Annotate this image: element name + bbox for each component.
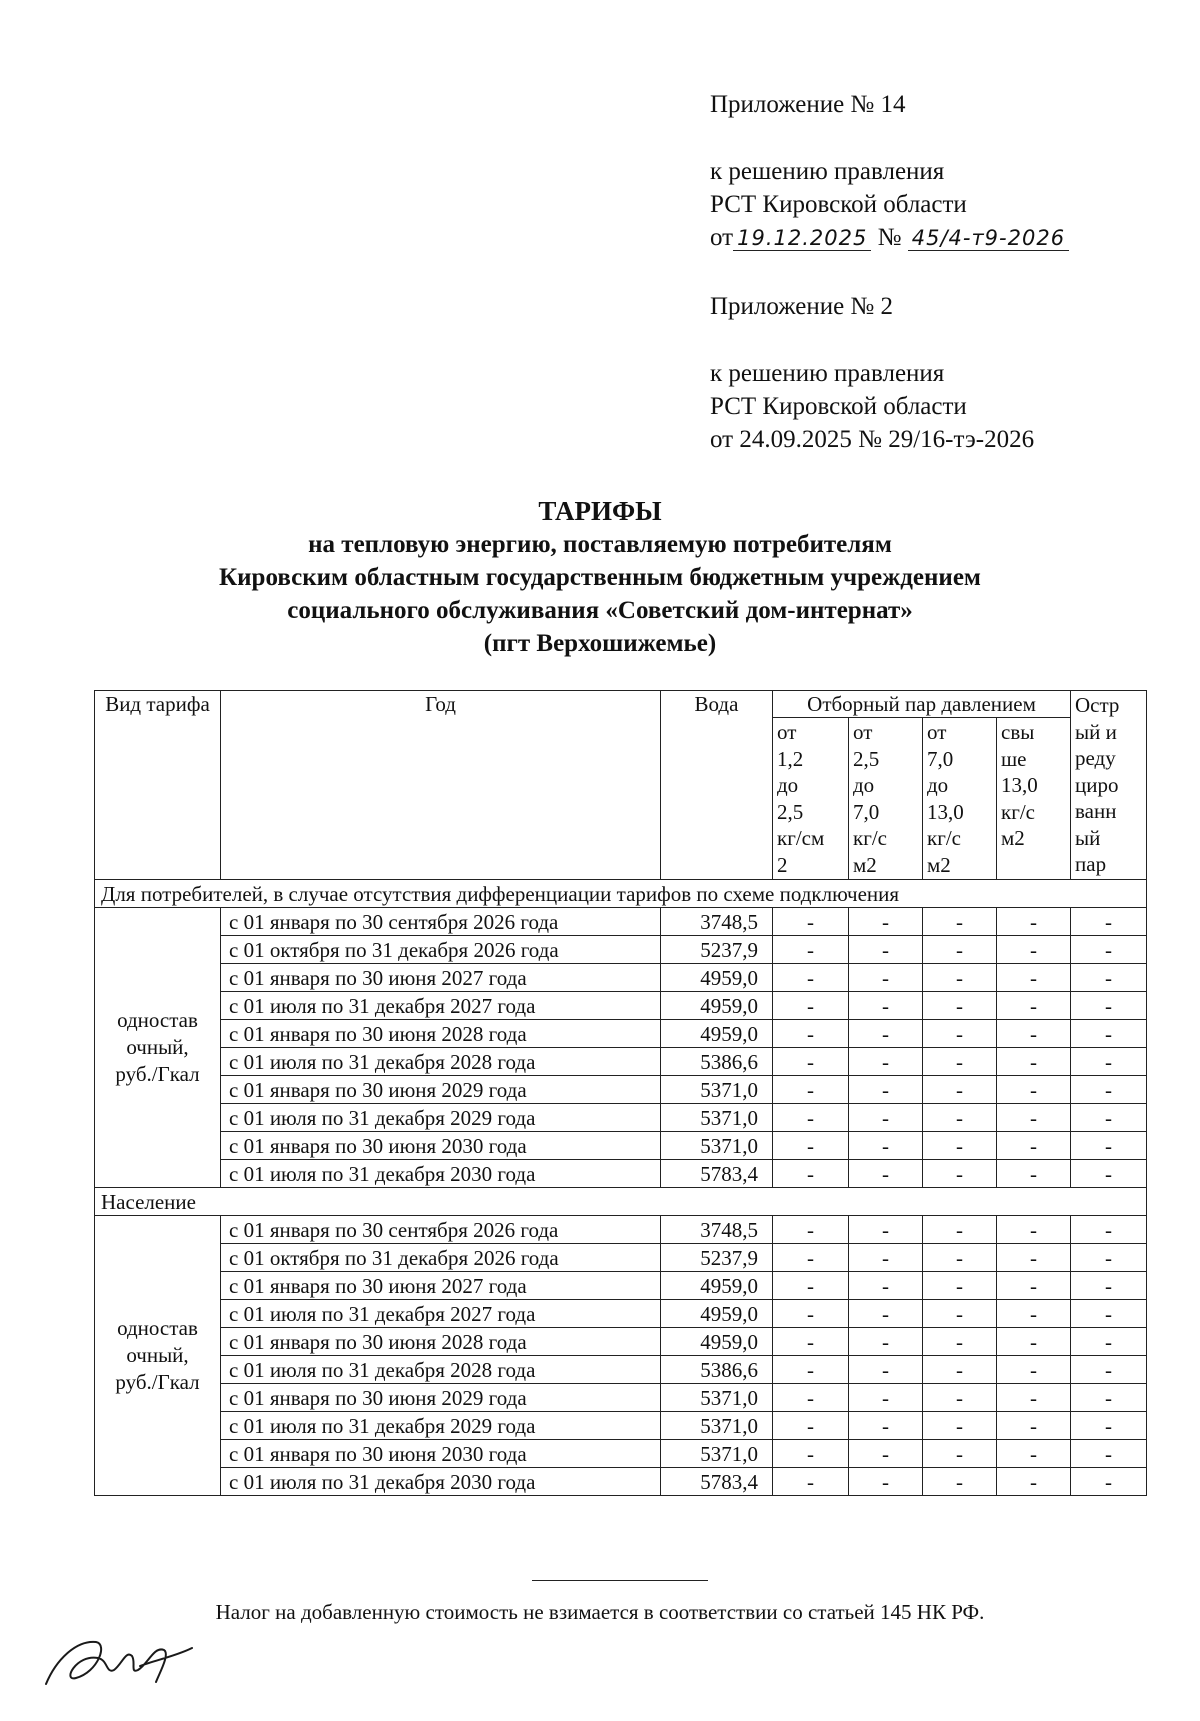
empty-tariff-cell: - bbox=[923, 1216, 997, 1244]
empty-tariff-cell: - bbox=[1071, 1440, 1147, 1468]
annex-2-line1: к решению правления bbox=[710, 360, 945, 387]
water-tariff-cell: 3748,5 bbox=[661, 908, 773, 936]
empty-tariff-cell: - bbox=[1071, 1468, 1147, 1496]
period-cell: с 01 января по 30 июня 2030 года bbox=[221, 1440, 661, 1468]
header-text-line: реду bbox=[1075, 746, 1116, 770]
period-cell: с 01 января по 30 июня 2029 года bbox=[221, 1384, 661, 1412]
empty-tariff-cell: - bbox=[773, 992, 849, 1020]
empty-tariff-cell: - bbox=[849, 1468, 923, 1496]
table-row bbox=[95, 1328, 1147, 1356]
empty-tariff-cell: - bbox=[1071, 1300, 1147, 1328]
empty-tariff-cell: - bbox=[923, 964, 997, 992]
annex-14-number-sign: № bbox=[877, 224, 902, 251]
empty-tariff-cell: - bbox=[773, 1440, 849, 1468]
empty-tariff-cell: - bbox=[773, 1356, 849, 1384]
water-tariff-cell: 4959,0 bbox=[661, 1020, 773, 1048]
table-row bbox=[95, 1076, 1147, 1104]
empty-tariff-cell: - bbox=[1071, 908, 1147, 936]
empty-tariff-cell: - bbox=[997, 1300, 1071, 1328]
empty-tariff-cell: - bbox=[773, 1160, 849, 1188]
empty-tariff-cell: - bbox=[997, 1468, 1071, 1496]
tariff-table bbox=[94, 690, 1147, 1496]
water-tariff-cell: 5371,0 bbox=[661, 1132, 773, 1160]
empty-tariff-cell: - bbox=[849, 936, 923, 964]
empty-tariff-cell: - bbox=[849, 1272, 923, 1300]
annex-14-line2: РСТ Кировской области bbox=[710, 191, 967, 218]
header-text-line: 2,5 bbox=[777, 799, 804, 824]
empty-tariff-cell: - bbox=[997, 908, 1071, 936]
empty-tariff-cell: - bbox=[1071, 1356, 1147, 1384]
empty-tariff-cell: - bbox=[997, 1104, 1071, 1132]
empty-tariff-cell: - bbox=[849, 908, 923, 936]
annex-2-line2: РСТ Кировской области bbox=[710, 393, 967, 420]
period-cell: с 01 января по 30 июня 2030 года bbox=[221, 1132, 661, 1160]
empty-tariff-cell: - bbox=[849, 1048, 923, 1076]
period-cell: с 01 января по 30 июня 2027 года bbox=[221, 964, 661, 992]
table-row bbox=[95, 1412, 1147, 1440]
water-tariff-cell: 4959,0 bbox=[661, 964, 773, 992]
table-row bbox=[95, 1132, 1147, 1160]
empty-tariff-cell: - bbox=[997, 1328, 1071, 1356]
water-tariff-cell: 5371,0 bbox=[661, 1104, 773, 1132]
empty-tariff-cell: - bbox=[849, 1356, 923, 1384]
empty-tariff-cell: - bbox=[849, 1384, 923, 1412]
annex-14-block bbox=[710, 88, 1069, 255]
table-row bbox=[95, 908, 1147, 936]
period-cell: с 01 октября по 31 декабря 2026 года bbox=[221, 1244, 661, 1272]
period-cell: с 01 июля по 31 декабря 2029 года bbox=[221, 1104, 661, 1132]
heading-line1: на тепловую энергию, поставляемую потребителям bbox=[308, 531, 892, 558]
header-text-line: от bbox=[853, 720, 873, 744]
header-steam-over-13 bbox=[997, 718, 1071, 880]
empty-tariff-cell: - bbox=[849, 1440, 923, 1468]
empty-tariff-cell: - bbox=[923, 1440, 997, 1468]
header-text-line: 13,0 bbox=[1001, 773, 1038, 797]
empty-tariff-cell: - bbox=[1071, 1244, 1147, 1272]
water-tariff-cell: 5371,0 bbox=[661, 1076, 773, 1104]
header-text-line: ше bbox=[1001, 746, 1027, 771]
empty-tariff-cell: - bbox=[997, 1160, 1071, 1188]
header-text-line: кг/с bbox=[927, 826, 961, 850]
group-row bbox=[95, 880, 1147, 908]
empty-tariff-cell: - bbox=[773, 1020, 849, 1048]
empty-tariff-cell: - bbox=[997, 1440, 1071, 1468]
header-text-line: 7,0 bbox=[853, 799, 880, 824]
empty-tariff-cell: - bbox=[923, 1300, 997, 1328]
header-water: Вода bbox=[661, 691, 773, 880]
water-tariff-cell: 5783,4 bbox=[661, 1468, 773, 1496]
empty-tariff-cell: - bbox=[773, 1300, 849, 1328]
handwritten-number: 45/4-т9-2026 bbox=[908, 226, 1069, 251]
header-text-line: м2 bbox=[1001, 826, 1025, 850]
empty-tariff-cell: - bbox=[923, 1412, 997, 1440]
empty-tariff-cell: - bbox=[849, 1160, 923, 1188]
empty-tariff-cell: - bbox=[849, 1076, 923, 1104]
table-row bbox=[95, 936, 1147, 964]
empty-tariff-cell: - bbox=[849, 1300, 923, 1328]
empty-tariff-cell: - bbox=[1071, 964, 1147, 992]
empty-tariff-cell: - bbox=[997, 1132, 1071, 1160]
header-text-line: кг/см bbox=[777, 826, 825, 850]
period-cell: с 01 января по 30 июня 2027 года bbox=[221, 1272, 661, 1300]
header-text-line: от bbox=[927, 720, 947, 744]
period-cell: с 01 января по 30 июня 2028 года bbox=[221, 1328, 661, 1356]
water-tariff-cell: 4959,0 bbox=[661, 1300, 773, 1328]
table-row bbox=[95, 1160, 1147, 1188]
period-cell: с 01 июля по 31 декабря 2028 года bbox=[221, 1356, 661, 1384]
empty-tariff-cell: - bbox=[849, 1216, 923, 1244]
empty-tariff-cell: - bbox=[773, 1244, 849, 1272]
empty-tariff-cell: - bbox=[773, 964, 849, 992]
empty-tariff-cell: - bbox=[923, 1160, 997, 1188]
empty-tariff-cell: - bbox=[923, 1076, 997, 1104]
header-text-line: 7,0 bbox=[927, 746, 954, 771]
water-tariff-cell: 5783,4 bbox=[661, 1160, 773, 1188]
empty-tariff-cell: - bbox=[923, 1468, 997, 1496]
empty-tariff-cell: - bbox=[849, 1244, 923, 1272]
table-row bbox=[95, 1048, 1147, 1076]
empty-tariff-cell: - bbox=[923, 1244, 997, 1272]
empty-tariff-cell: - bbox=[997, 1076, 1071, 1104]
empty-tariff-cell: - bbox=[923, 1328, 997, 1356]
annex-14-line1: к решению правления bbox=[710, 158, 945, 185]
empty-tariff-cell: - bbox=[1071, 1216, 1147, 1244]
empty-tariff-cell: - bbox=[1071, 1132, 1147, 1160]
header-text-line: 2 bbox=[777, 852, 788, 877]
period-cell: с 01 июля по 31 декабря 2027 года bbox=[221, 1300, 661, 1328]
header-text-line: кг/с bbox=[853, 826, 887, 850]
tariff-kind-cell bbox=[95, 1216, 221, 1496]
heading-line3: социального обслуживания «Советский дом-интернат» bbox=[287, 597, 913, 624]
header-text-line: 13,0 bbox=[927, 799, 964, 824]
empty-tariff-cell: - bbox=[1071, 1020, 1147, 1048]
header-text-line: до bbox=[853, 773, 875, 797]
empty-tariff-cell: - bbox=[1071, 1076, 1147, 1104]
empty-tariff-cell: - bbox=[1071, 1160, 1147, 1188]
header-steam: Отборный пар давлением bbox=[773, 691, 1071, 718]
tariff-table-body bbox=[95, 880, 1147, 1496]
empty-tariff-cell: - bbox=[997, 964, 1071, 992]
header-steam-1-2-5 bbox=[773, 718, 849, 880]
empty-tariff-cell: - bbox=[773, 1384, 849, 1412]
empty-tariff-cell: - bbox=[997, 1048, 1071, 1076]
table-row bbox=[95, 1468, 1147, 1496]
heading-line4: (пгт Верхошижемье) bbox=[483, 630, 717, 657]
annex-2-line3: от 24.09.2025 № 29/16-тэ-2026 bbox=[710, 426, 1035, 453]
water-tariff-cell: 5237,9 bbox=[661, 1244, 773, 1272]
tariff-kind-line: очный, bbox=[126, 1343, 189, 1367]
header-text-line: кг/с bbox=[1001, 799, 1035, 824]
table-row bbox=[95, 1440, 1147, 1468]
empty-tariff-cell: - bbox=[849, 1412, 923, 1440]
period-cell: с 01 января по 30 сентября 2026 года bbox=[221, 1216, 661, 1244]
empty-tariff-cell: - bbox=[997, 1216, 1071, 1244]
annex-2-title: Приложение № 2 bbox=[710, 293, 894, 320]
empty-tariff-cell: - bbox=[923, 1132, 997, 1160]
table-row bbox=[95, 1020, 1147, 1048]
empty-tariff-cell: - bbox=[997, 1356, 1071, 1384]
empty-tariff-cell: - bbox=[773, 1048, 849, 1076]
water-tariff-cell: 4959,0 bbox=[661, 1272, 773, 1300]
water-tariff-cell: 5386,6 bbox=[661, 1356, 773, 1384]
empty-tariff-cell: - bbox=[923, 936, 997, 964]
tariff-kind-line: одностав bbox=[117, 1316, 198, 1340]
table-row bbox=[95, 1104, 1147, 1132]
header-kind: Вид тарифа bbox=[95, 691, 221, 880]
header-text-line: Остр bbox=[1075, 693, 1120, 717]
empty-tariff-cell: - bbox=[773, 1468, 849, 1496]
header-sharp-steam bbox=[1071, 691, 1147, 880]
annex-2-block bbox=[710, 290, 1034, 456]
handwritten-date: 19.12.2025 bbox=[733, 226, 871, 251]
table-row bbox=[95, 1384, 1147, 1412]
header-text-line: 1,2 bbox=[777, 746, 804, 771]
water-tariff-cell: 5237,9 bbox=[661, 936, 773, 964]
period-cell: с 01 января по 30 сентября 2026 года bbox=[221, 908, 661, 936]
table-row bbox=[95, 1300, 1147, 1328]
empty-tariff-cell: - bbox=[849, 992, 923, 1020]
empty-tariff-cell: - bbox=[997, 1020, 1071, 1048]
empty-tariff-cell: - bbox=[773, 1216, 849, 1244]
header-text-line: м2 bbox=[853, 852, 877, 877]
table-row bbox=[95, 964, 1147, 992]
table-row bbox=[95, 1272, 1147, 1300]
header-text-line: до bbox=[777, 773, 799, 797]
header-text-line: 2,5 bbox=[853, 746, 880, 771]
empty-tariff-cell: - bbox=[849, 1104, 923, 1132]
empty-tariff-cell: - bbox=[849, 1132, 923, 1160]
group-label: Для потребителей, в случае отсутствия дифференциации тарифов по схеме подключения bbox=[95, 880, 1147, 908]
group-row bbox=[95, 1188, 1147, 1216]
separator-line bbox=[532, 1580, 708, 1581]
tariff-kind-line: руб./Гкал bbox=[115, 1370, 200, 1394]
empty-tariff-cell: - bbox=[997, 1412, 1071, 1440]
empty-tariff-cell: - bbox=[773, 1076, 849, 1104]
document-heading bbox=[80, 495, 1120, 660]
period-cell: с 01 июля по 31 декабря 2030 года bbox=[221, 1468, 661, 1496]
header-text-line: пар bbox=[1075, 852, 1107, 876]
header-text-line: свы bbox=[1001, 720, 1035, 744]
empty-tariff-cell: - bbox=[923, 992, 997, 1020]
empty-tariff-cell: - bbox=[773, 1328, 849, 1356]
header-text-line: ый и bbox=[1075, 719, 1117, 744]
table-row bbox=[95, 1244, 1147, 1272]
empty-tariff-cell: - bbox=[1071, 1104, 1147, 1132]
header-text-line: циро bbox=[1075, 772, 1119, 797]
header-text-line: до bbox=[927, 773, 949, 797]
period-cell: с 01 октября по 31 декабря 2026 года bbox=[221, 936, 661, 964]
header-text-line: ый bbox=[1075, 825, 1101, 850]
empty-tariff-cell: - bbox=[773, 908, 849, 936]
empty-tariff-cell: - bbox=[923, 1020, 997, 1048]
empty-tariff-cell: - bbox=[773, 1272, 849, 1300]
tariff-kind-line: одностав bbox=[117, 1008, 198, 1032]
water-tariff-cell: 4959,0 bbox=[661, 1328, 773, 1356]
water-tariff-cell: 4959,0 bbox=[661, 992, 773, 1020]
table-row bbox=[95, 992, 1147, 1020]
water-tariff-cell: 5371,0 bbox=[661, 1412, 773, 1440]
empty-tariff-cell: - bbox=[1071, 1272, 1147, 1300]
tariff-kind-line: очный, bbox=[126, 1035, 189, 1059]
empty-tariff-cell: - bbox=[1071, 1384, 1147, 1412]
water-tariff-cell: 5371,0 bbox=[661, 1384, 773, 1412]
heading-line2: Кировским областным государственным бюджетным учреждением bbox=[219, 564, 981, 591]
empty-tariff-cell: - bbox=[1071, 936, 1147, 964]
header-steam-7-13 bbox=[923, 718, 997, 880]
tariff-kind-line: руб./Гкал bbox=[115, 1062, 200, 1086]
period-cell: с 01 июля по 31 декабря 2027 года bbox=[221, 992, 661, 1020]
signature-icon bbox=[36, 1620, 206, 1700]
header-text-line: ванн bbox=[1075, 799, 1117, 823]
vat-footnote: Налог на добавленную стоимость не взимается в соответствии со статьей 145 НК РФ. bbox=[215, 1600, 985, 1624]
empty-tariff-cell: - bbox=[1071, 992, 1147, 1020]
empty-tariff-cell: - bbox=[923, 908, 997, 936]
empty-tariff-cell: - bbox=[773, 1132, 849, 1160]
annex-14-date-line bbox=[710, 221, 1069, 255]
group-label: Население bbox=[95, 1188, 1147, 1216]
empty-tariff-cell: - bbox=[997, 1272, 1071, 1300]
empty-tariff-cell: - bbox=[849, 964, 923, 992]
period-cell: с 01 января по 30 июня 2029 года bbox=[221, 1076, 661, 1104]
period-cell: с 01 июля по 31 декабря 2030 года bbox=[221, 1160, 661, 1188]
header-text-line: м2 bbox=[927, 852, 951, 877]
table-row bbox=[95, 1216, 1147, 1244]
annex-14-title: Приложение № 14 bbox=[710, 91, 906, 118]
empty-tariff-cell: - bbox=[773, 1104, 849, 1132]
empty-tariff-cell: - bbox=[773, 936, 849, 964]
empty-tariff-cell: - bbox=[997, 1384, 1071, 1412]
header-steam-2-5-7 bbox=[849, 718, 923, 880]
empty-tariff-cell: - bbox=[1071, 1412, 1147, 1440]
page-title: ТАРИФЫ bbox=[538, 496, 662, 526]
header-year: Год bbox=[221, 691, 661, 880]
empty-tariff-cell: - bbox=[997, 1244, 1071, 1272]
empty-tariff-cell: - bbox=[1071, 1328, 1147, 1356]
tariff-kind-cell bbox=[95, 908, 221, 1188]
empty-tariff-cell: - bbox=[773, 1412, 849, 1440]
empty-tariff-cell: - bbox=[849, 1328, 923, 1356]
water-tariff-cell: 5386,6 bbox=[661, 1048, 773, 1076]
empty-tariff-cell: - bbox=[923, 1384, 997, 1412]
table-row bbox=[95, 1356, 1147, 1384]
empty-tariff-cell: - bbox=[923, 1048, 997, 1076]
period-cell: с 01 июля по 31 декабря 2028 года bbox=[221, 1048, 661, 1076]
empty-tariff-cell: - bbox=[997, 992, 1071, 1020]
empty-tariff-cell: - bbox=[923, 1272, 997, 1300]
annex-14-from: от bbox=[710, 224, 734, 251]
empty-tariff-cell: - bbox=[923, 1356, 997, 1384]
water-tariff-cell: 5371,0 bbox=[661, 1440, 773, 1468]
period-cell: с 01 января по 30 июня 2028 года bbox=[221, 1020, 661, 1048]
empty-tariff-cell: - bbox=[1071, 1048, 1147, 1076]
empty-tariff-cell: - bbox=[849, 1020, 923, 1048]
period-cell: с 01 июля по 31 декабря 2029 года bbox=[221, 1412, 661, 1440]
water-tariff-cell: 3748,5 bbox=[661, 1216, 773, 1244]
empty-tariff-cell: - bbox=[997, 936, 1071, 964]
header-text-line: от bbox=[777, 720, 797, 744]
empty-tariff-cell: - bbox=[923, 1104, 997, 1132]
